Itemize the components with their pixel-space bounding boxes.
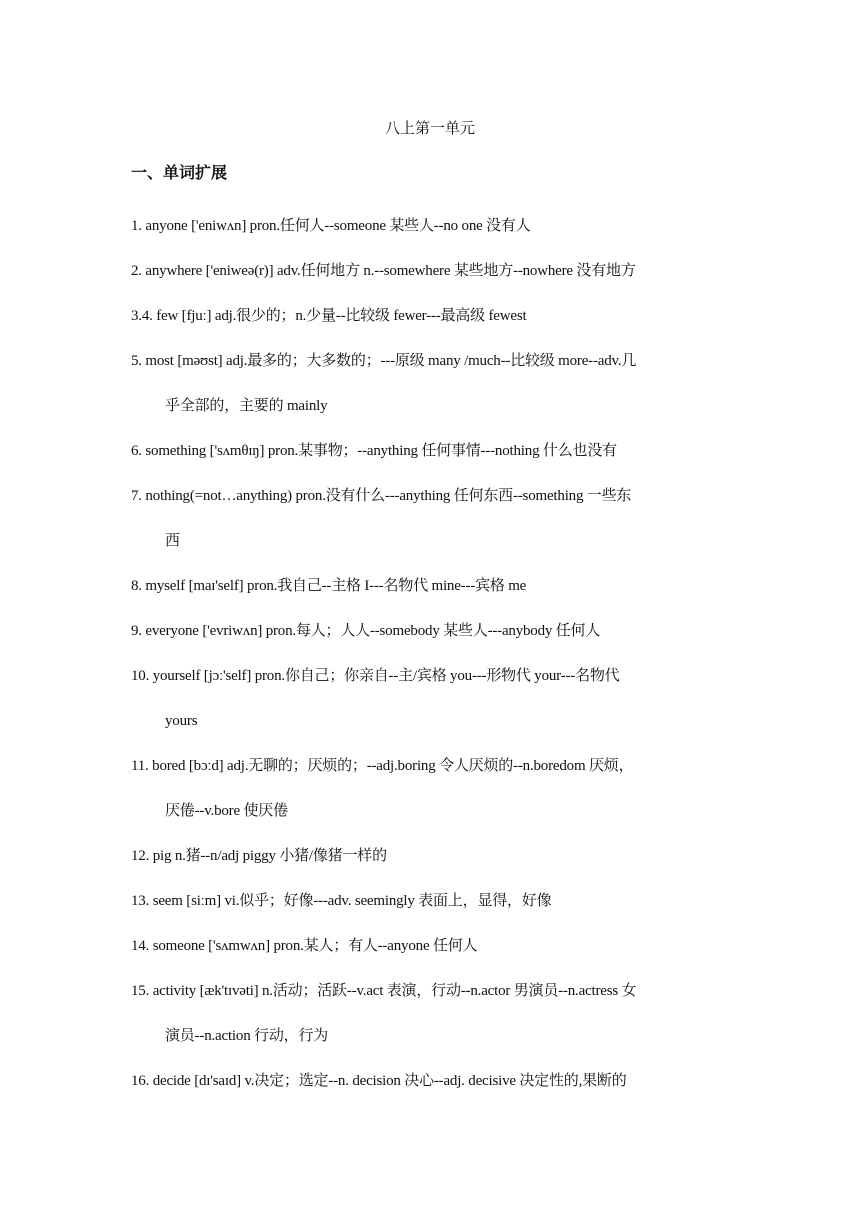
entry-text: 11. bored [bɔːd] adj.无聊的；厌烦的；--adj.boring 令人厌烦的--n.boredom 厌烦， — [131, 758, 634, 774]
vocab-entry — [131, 834, 736, 879]
entry-continuation: 演员--n.action 行动，行为 — [165, 1028, 329, 1044]
vocab-entry — [131, 339, 736, 429]
page-title: 八上第一单元 — [384, 119, 475, 137]
vocab-entry — [131, 609, 736, 654]
entry-text: 15. activity [æk'tɪvəti] n.活动；活跃--v.act 表演，行动--n.actor 男演员--n.actress 女 — [131, 983, 637, 999]
vocab-entry — [131, 744, 736, 834]
entry-text: 13. seem [siːm] vi.似乎；好像---adv. seemingly 表面上，显得，好像 — [131, 893, 552, 909]
entry-continuation: 乎全部的，主要的 mainly — [165, 398, 328, 414]
vocabulary-list — [131, 204, 736, 1104]
entry-text: 2. anywhere ['eniweə(r)] adv.任何地方 n.--somewhere 某些地方--nowhere 没有地方 — [131, 263, 636, 279]
entry-text: 9. everyone ['evriwʌn] pron.每人；人人--somebody 某些人---anybody 任何人 — [131, 623, 601, 639]
entry-text: 16. decide [dɪ'saɪd] v.决定；选定--n. decision 决心--adj. decisive 决定性的,果断的 — [131, 1073, 627, 1089]
vocab-entry — [131, 879, 736, 924]
entry-text: 3.4. few [fjuː] adj.很少的；n.少量--比较级 fewer---最高级 fewest — [131, 308, 527, 324]
vocab-entry — [131, 1059, 736, 1104]
entry-continuation: yours — [165, 713, 198, 729]
vocab-entry — [131, 969, 736, 1059]
entry-text: 5. most [məʊst] adj.最多的；大多数的；---原级 many /much--比较级 more--adv.几 — [131, 353, 637, 369]
entry-text: 8. myself [maɪ'self] pron.我自己--主格 I---名物代 mine---宾格 me — [131, 578, 527, 594]
vocab-entry — [131, 564, 736, 609]
section-heading: 一、单词扩展 — [131, 163, 228, 182]
entry-text: 1. anyone ['eniwʌn] pron.任何人--someone 某些人--no one 没有人 — [131, 218, 531, 234]
vocab-entry — [131, 924, 736, 969]
vocab-entry — [131, 294, 736, 339]
vocab-entry — [131, 204, 736, 249]
entry-text: 10. yourself [jɔː'self] pron.你自己；你亲自--主/宾格 you---形物代 your---名物代 — [131, 668, 620, 684]
vocab-entry — [131, 429, 736, 474]
vocab-entry — [131, 249, 736, 294]
entry-text: 7. nothing(=not…anything) pron.没有什么---anything 任何东西--something 一些东 — [131, 488, 632, 504]
entry-continuation: 西 — [165, 533, 180, 549]
entry-text: 14. someone ['sʌmwʌn] pron.某人；有人--anyone 任何人 — [131, 938, 478, 954]
entry-text: 6. something ['sʌmθɪŋ] pron.某事物；--anything 任何事情---nothing 什么也没有 — [131, 443, 617, 459]
entry-text: 12. pig n.猪--n/adj piggy 小猪/像猪一样的 — [131, 848, 387, 864]
vocab-entry — [131, 654, 736, 744]
entry-continuation: 厌倦--v.bore 使厌倦 — [165, 803, 288, 819]
vocab-entry — [131, 474, 736, 564]
